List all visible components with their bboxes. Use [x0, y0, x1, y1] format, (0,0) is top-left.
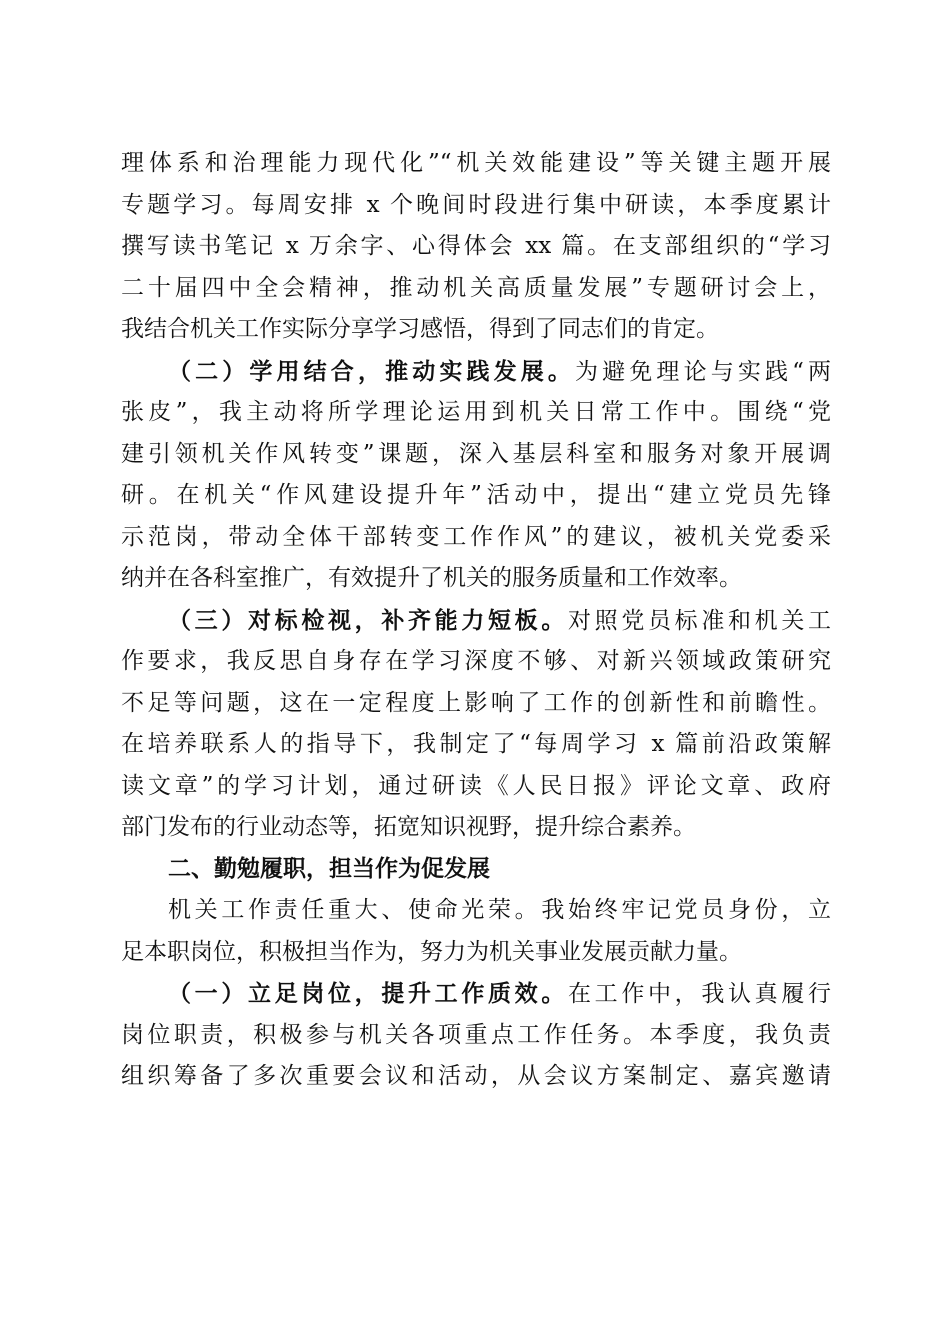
text-line: [121, 973, 831, 1015]
section-heading-duty: [121, 849, 831, 891]
text-run: 对照党员标准和机关工: [568, 607, 832, 634]
text-line: 建引领机关作风转变”课题，深入基层科室和服务对象开展调: [121, 440, 831, 467]
text-line: 示范岗，带动全体干部转变工作作风”的建议，被机关党委采: [121, 523, 831, 550]
text-line: [121, 351, 831, 393]
text-line: 理体系和治理能力现代化”“机关效能建设”等关键主题开展: [121, 150, 831, 176]
text-run: 在工作中，我认真履行: [568, 981, 832, 1007]
text-line: 组织筹备了多次重要会议和活动，从会议方案制定、嘉宾邀请: [121, 1063, 831, 1089]
paragraph-job-quality: [121, 973, 831, 1098]
text-line: 纳并在各科室推广，有效提升了机关的服务质量和工作效率。: [121, 565, 742, 591]
document-body: [121, 143, 831, 1098]
text-line: 张皮”，我主动将所学理论运用到机关日常工作中。围绕“党: [121, 399, 831, 425]
text-line: 足本职岗位，积极担当作为，努力为机关事业发展贡献力量。: [121, 938, 742, 965]
text-line: 作要求，我反思自身存在学习深度不够、对新兴领域政策研究: [121, 648, 831, 674]
text-line: 机关工作责任重大、使命光荣。我始终牢记党员身份，立: [168, 897, 831, 923]
text-line: 二十届四中全会精神，推动机关高质量发展”专题研讨会上，: [121, 274, 831, 301]
paragraph-duty-intro: [121, 890, 831, 973]
subsection-heading: （三）对标检视，补齐能力短板。: [168, 606, 568, 634]
text-line: 研。在机关“作风建设提升年”活动中，提出“建立党员先锋: [121, 482, 831, 508]
text-line: 不足等问题，这在一定程度上影响了工作的创新性和前瞻性。: [121, 689, 831, 716]
paragraph-study-topics: [121, 143, 831, 351]
text-line: 在培养联系人的指导下，我制定了“每周学习 x 篇前沿政策解: [121, 731, 831, 757]
paragraph-self-review: [121, 600, 831, 849]
text-line: 我结合机关工作实际分享学习感悟，得到了同志们的肯定。: [121, 316, 719, 342]
section-heading: 二、勤勉履职，担当作为促发展: [168, 855, 490, 882]
text-run: 为避免理论与实践“两: [575, 358, 832, 385]
text-line: 撰写读书笔记 x 万余字、心得体会 xx 篇。在支部组织的“学习: [121, 233, 831, 259]
text-line: 岗位职责，积极参与机关各项重点工作任务。本季度，我负责: [121, 1021, 831, 1048]
paragraph-learn-and-apply: [121, 351, 831, 600]
subsection-heading: （二）学用结合，推动实践发展。: [168, 357, 576, 385]
subsection-heading: （一）立足岗位，提升工作质效。: [168, 980, 568, 1007]
text-line: 读文章”的学习计划，通过研读《人民日报》评论文章、政府: [121, 772, 831, 799]
text-line: [121, 600, 831, 642]
text-line: 部门发布的行业动态等，拓宽知识视野，提升综合素养。: [121, 814, 696, 840]
text-line: 专题学习。每周安排 x 个晚间时段进行集中研读，本季度累计: [121, 191, 831, 218]
